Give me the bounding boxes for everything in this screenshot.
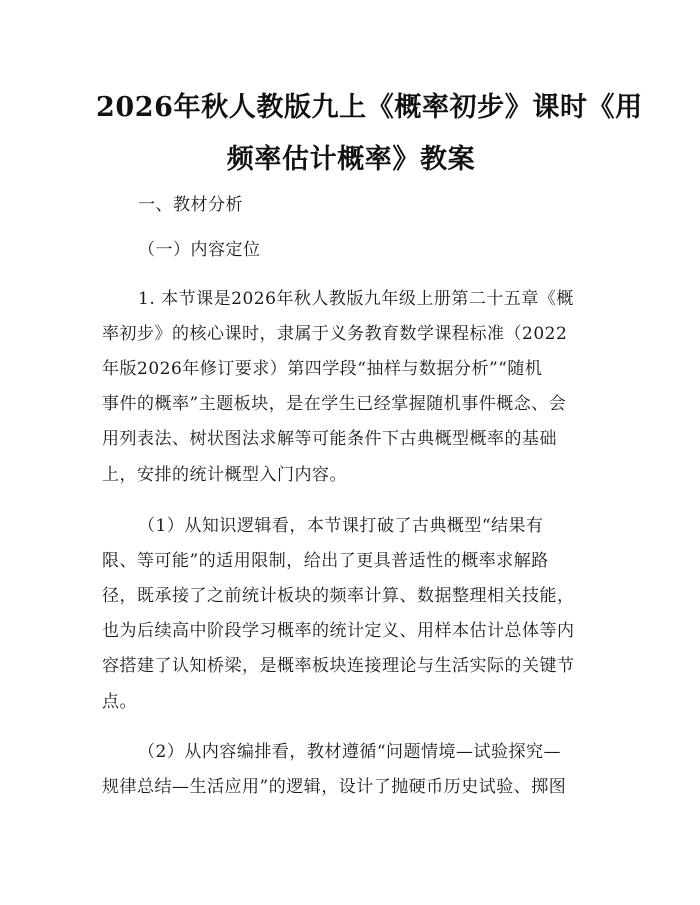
- paragraph-1-line-4: 事件的概率”主题板块，是在学生已经掌握随机事件概念、会: [102, 394, 567, 414]
- paragraph-2-line-1: （1）从知识逻辑看，本节课打破了古典概型“结果有: [138, 516, 544, 536]
- paragraph-2-line-2: 限、等可能”的适用限制，给出了更具普适性的概率求解路: [102, 551, 549, 571]
- paragraph-1-line-6: 上，安排的统计概型入门内容。: [102, 465, 347, 485]
- paragraph-1-line-1: 1. 本节课是2026年秋人教版九年级上册第二十五章《概: [138, 289, 574, 309]
- paragraph-1-line-5: 用列表法、树状图法求解等可能条件下古典概型概率的基础: [102, 429, 557, 449]
- paragraph-3-line-1: （2）从内容编排看，教材遵循“问题情境—试验探究—: [138, 742, 562, 762]
- paragraph-2-line-3: 径，既承接了之前统计板块的频率计算、数据整理相关技能，: [102, 586, 575, 606]
- title-line-1: 2026年秋人教版九上《概率初步》课时《用: [96, 92, 643, 123]
- paragraph-2-line-5: 容搭建了认知桥梁，是概率板块连接理论与生活实际的关键节: [102, 656, 575, 676]
- paragraph-2-line-6: 点。: [102, 692, 137, 712]
- paragraph-1-line-3: 年版2026年修订要求）第四学段“抽样与数据分析”“随机: [102, 359, 543, 379]
- paragraph-3-line-2: 规律总结—生活应用”的逻辑，设计了抛硬币历史试验、掷图: [102, 777, 567, 797]
- paragraph-1-line-2: 率初步》的核心课时，隶属于义务教育数学课程标准（2022: [102, 324, 568, 344]
- section-heading: 一、教材分析: [138, 195, 243, 215]
- subsection-heading: （一）内容定位: [138, 240, 261, 260]
- title-line-2: 频率估计概率》教案: [226, 144, 476, 175]
- paragraph-2-line-4: 也为后续高中阶段学习概率的统计定义、用样本估计总体等内: [102, 621, 575, 641]
- document-title: [96, 82, 643, 186]
